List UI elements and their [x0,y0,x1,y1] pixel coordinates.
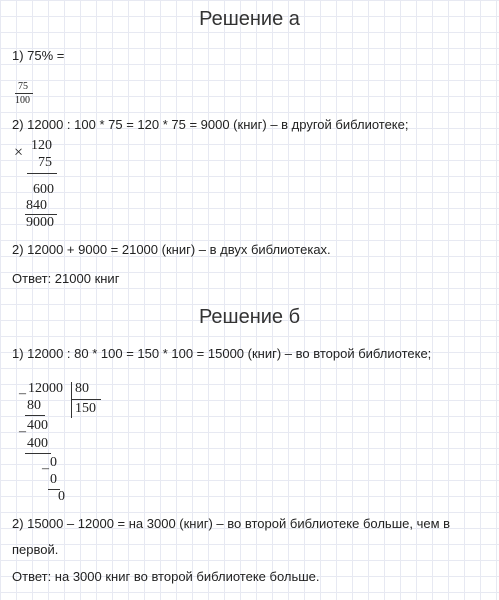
fraction-denominator: 100 [15,95,30,106]
part-a-step1: 1) 75% = [12,48,65,63]
heading-part-b: Решение б [198,306,301,328]
part-a-step3: 2) 12000 + 9000 = 21000 (книг) – в двух библиотеках. [12,242,331,257]
multiplier: 75 [38,155,52,170]
multiplication-rule-1 [27,173,57,174]
subtrahend-2: 400 [27,436,48,451]
division-rule-2 [25,453,51,454]
quotient: 150 [75,401,96,416]
remainder-2: 0 [50,455,57,470]
subtrahend-1: 80 [27,398,41,413]
multiplication-result: 9000 [26,215,54,230]
division-bracket-horizontal [71,399,101,400]
fraction-numerator: 75 [18,81,28,92]
partial-product-1: 600 [33,182,54,197]
heading-part-a: Решение а [199,8,300,30]
part-b-step2-line2: первой. [12,542,59,557]
minus-sign-1: – [19,386,26,401]
divisor: 80 [75,381,89,396]
part-a-step2: 2) 12000 : 100 * 75 = 120 * 75 = 9000 (книг) – в другой библиотеке; [12,117,409,132]
dividend: 12000 [28,381,63,396]
fraction-bar [15,93,33,94]
remainder-1: 400 [27,418,48,433]
division-rule-1 [25,415,45,416]
part-b-step1: 1) 12000 : 80 * 100 = 150 * 100 = 15000 (книг) – во второй библиотеке; [12,346,432,361]
remainder-3: 0 [58,489,65,504]
part-b-answer: Ответ: на 3000 книг во второй библиотеке больше. [12,569,320,584]
multiplication-sign: × [14,144,24,161]
part-b-step2-line1: 2) 15000 – 12000 = на 3000 (книг) – во второй библиотеке больше, чем в [12,516,451,531]
minus-sign-3: – [42,461,49,476]
subtrahend-3: 0 [50,472,57,487]
multiplicand: 120 [31,138,52,153]
partial-product-2: 840 [26,198,47,213]
part-a-answer: Ответ: 21000 книг [12,271,120,286]
minus-sign-2: – [19,424,26,439]
division-bracket-vertical [71,382,72,418]
